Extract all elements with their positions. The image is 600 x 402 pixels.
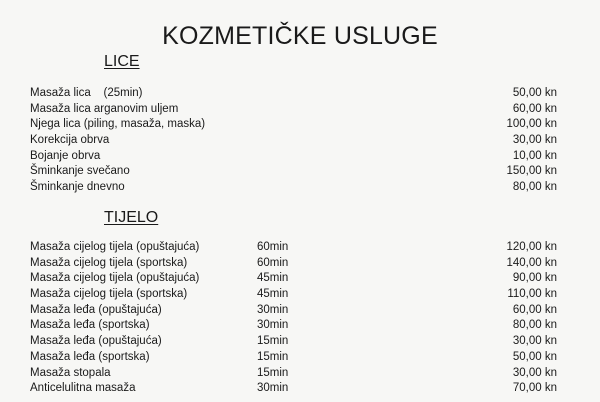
service-name: Anticelulitna masaža <box>30 382 136 395</box>
service-name: Njega lica (piling, masaža, maska) <box>30 118 206 131</box>
service-price: 80,00 kn <box>512 319 557 332</box>
service-name: Masaža cijelog tijela (opuštajuća) <box>30 272 200 285</box>
service-name: Masaža cijelog tijela (sportska) <box>30 256 188 269</box>
service-duration: 15min <box>257 366 289 379</box>
list-item <box>0 164 600 180</box>
service-name: Masaža leđa (sportska) <box>30 319 150 332</box>
list-item <box>0 102 600 118</box>
service-price: 120,00 kn <box>506 241 557 253</box>
list-item <box>0 149 600 165</box>
service-price: 90,00 kn <box>512 272 557 285</box>
section-list-tijelo <box>0 240 600 397</box>
service-name: Masaža stopala <box>30 366 111 379</box>
service-name: Masaža lica arganovim uljem <box>30 102 179 115</box>
service-name: Masaža cijelog tijela (opuštajuća) <box>30 241 200 253</box>
list-item <box>0 180 600 196</box>
service-name: Masaža lica (25min) <box>30 87 143 99</box>
service-price: 110,00 kn <box>507 288 557 301</box>
list-item <box>0 334 600 350</box>
service-price: 60,00 kn <box>512 303 557 316</box>
service-price: 60,00 kn <box>512 102 557 115</box>
section-heading-tijelo: TIJELO <box>104 209 159 226</box>
list-item <box>0 240 600 256</box>
service-duration: 30min <box>257 382 289 395</box>
list-item <box>0 287 600 303</box>
service-price: 50,00 kn <box>512 87 557 99</box>
service-duration: 30min <box>257 319 289 332</box>
service-price: 30,00 kn <box>512 335 557 348</box>
service-duration: 45min <box>257 288 289 301</box>
service-duration: 45min <box>257 272 289 285</box>
service-price: 10,00 kn <box>512 149 557 162</box>
service-name: Šminkanje dnevno <box>30 181 125 194</box>
list-item <box>0 318 600 334</box>
list-item <box>0 271 600 287</box>
section-list-lice <box>0 86 600 196</box>
list-item <box>0 366 600 382</box>
service-price: 80,00 kn <box>512 181 557 194</box>
page-title: KOZMETIČKE USLUGE <box>162 22 438 50</box>
service-name: Bojanje obrva <box>30 149 101 162</box>
list-item <box>0 256 600 272</box>
service-name: Šminkanje svečano <box>30 165 130 178</box>
service-duration: 60min <box>257 241 289 253</box>
service-price: 50,00 kn <box>512 350 557 363</box>
list-item <box>0 303 600 319</box>
service-duration: 15min <box>257 350 289 363</box>
list-item <box>0 133 600 149</box>
list-item <box>0 117 600 133</box>
service-name: Masaža leđa (sportska) <box>30 350 150 363</box>
list-item <box>0 86 600 102</box>
service-name: Masaža leđa (opuštajuća) <box>30 303 162 316</box>
service-price: 150,00 kn <box>506 165 557 178</box>
service-name: Masaža leđa (opuštajuća) <box>30 335 162 348</box>
service-price: 30,00 kn <box>512 366 557 379</box>
service-name: Korekcija obrva <box>30 134 110 147</box>
service-price: 100,00 kn <box>506 118 557 131</box>
service-price: 140,00 kn <box>506 256 557 269</box>
list-item <box>0 350 600 366</box>
service-duration: 30min <box>257 303 289 316</box>
service-price: 30,00 kn <box>512 134 557 147</box>
service-duration: 15min <box>257 335 289 348</box>
list-item <box>0 381 600 397</box>
section-heading-lice: LICE <box>104 53 140 70</box>
service-name: Masaža cijelog tijela (sportska) <box>30 288 188 301</box>
service-price: 70,00 kn <box>512 382 557 395</box>
service-duration: 60min <box>257 256 289 269</box>
